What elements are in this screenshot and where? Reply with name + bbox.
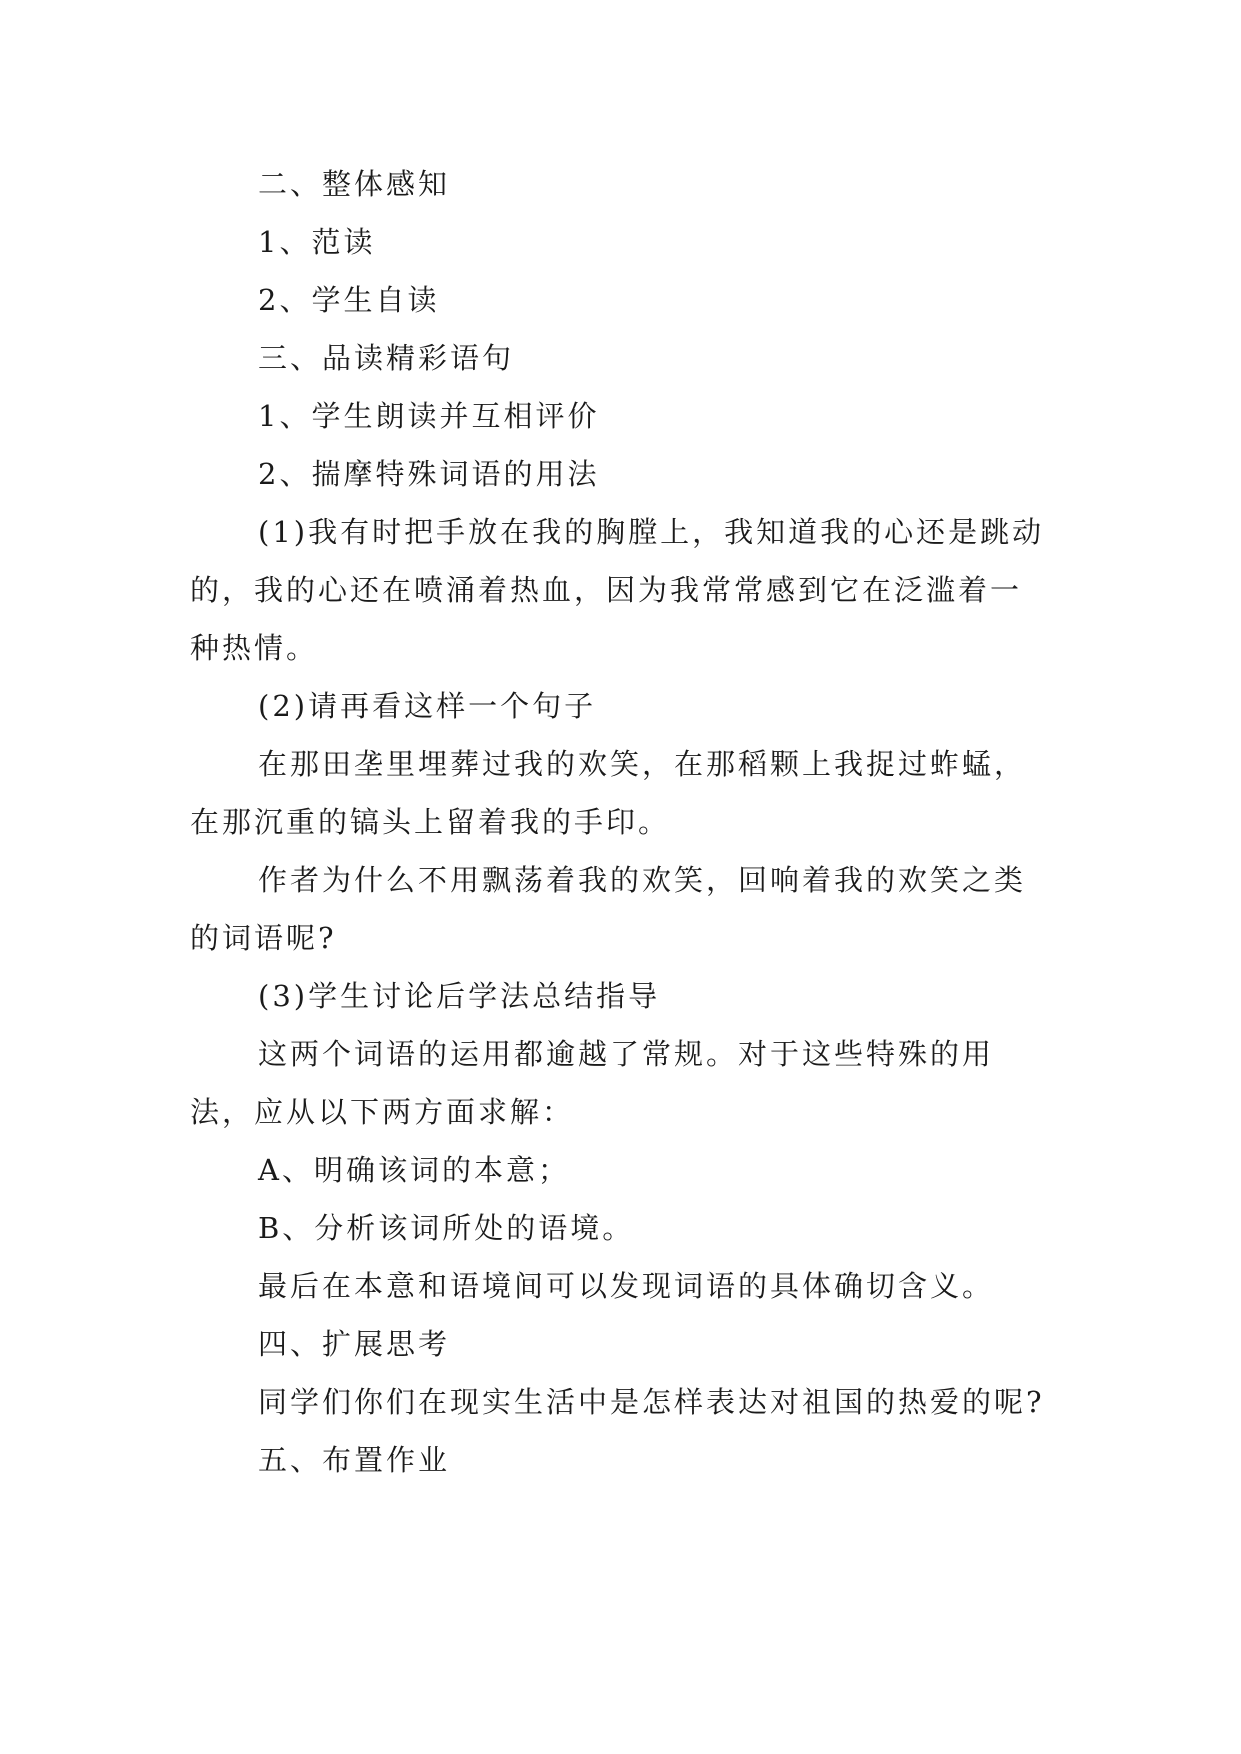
paragraph-example-two-intro: (2)请再看这样一个句子: [258, 689, 597, 723]
document-body: [190, 155, 1052, 1489]
list-item-model-reading: 1、范读: [258, 225, 376, 259]
list-item-method-a: A、明确该词的本意；: [258, 1153, 570, 1187]
list-item-self-reading: 2、学生自读: [258, 283, 440, 317]
paragraph-method-explanation: 这两个词语的运用都逾越了常规。对于这些特殊的用法，应从以下两方面求解：: [190, 1037, 995, 1129]
section-heading-overall-perception: 二、整体感知: [258, 167, 451, 201]
section-heading-extended-thinking: 四、扩展思考: [258, 1327, 451, 1361]
list-item-read-and-evaluate: 1、学生朗读并互相评价: [258, 399, 600, 433]
list-item-method-b: B、分析该词所处的语境。: [258, 1211, 635, 1245]
paragraph-example-one: (1)我有时把手放在我的胸膛上，我知道我的心还是跳动的，我的心还在喷涌着热血，因为我常常感到它在泛滥着一种热情。: [190, 515, 1045, 665]
section-heading-homework: 五、布置作业: [258, 1443, 451, 1477]
paragraph-question: 作者为什么不用飘荡着我的欢笑，回响着我的欢笑之类的词语呢?: [190, 863, 1027, 955]
paragraph-conclusion: 最后在本意和语境间可以发现词语的具体确切含义。: [258, 1269, 995, 1303]
paragraph-discussion-summary: (3)学生讨论后学法总结指导: [258, 979, 661, 1013]
paragraph-quoted-sentence: 在那田垄里埋葬过我的欢笑，在那稻颗上我捉过蚱蜢，在那沉重的镐头上留着我的手印。: [190, 747, 1027, 839]
paragraph-extended-question: 同学们你们在现实生活中是怎样表达对祖国的热爱的呢?: [258, 1385, 1045, 1419]
section-heading-sentence-appreciation: 三、品读精彩语句: [258, 341, 515, 375]
list-item-special-word-usage: 2、揣摩特殊词语的用法: [258, 457, 600, 491]
